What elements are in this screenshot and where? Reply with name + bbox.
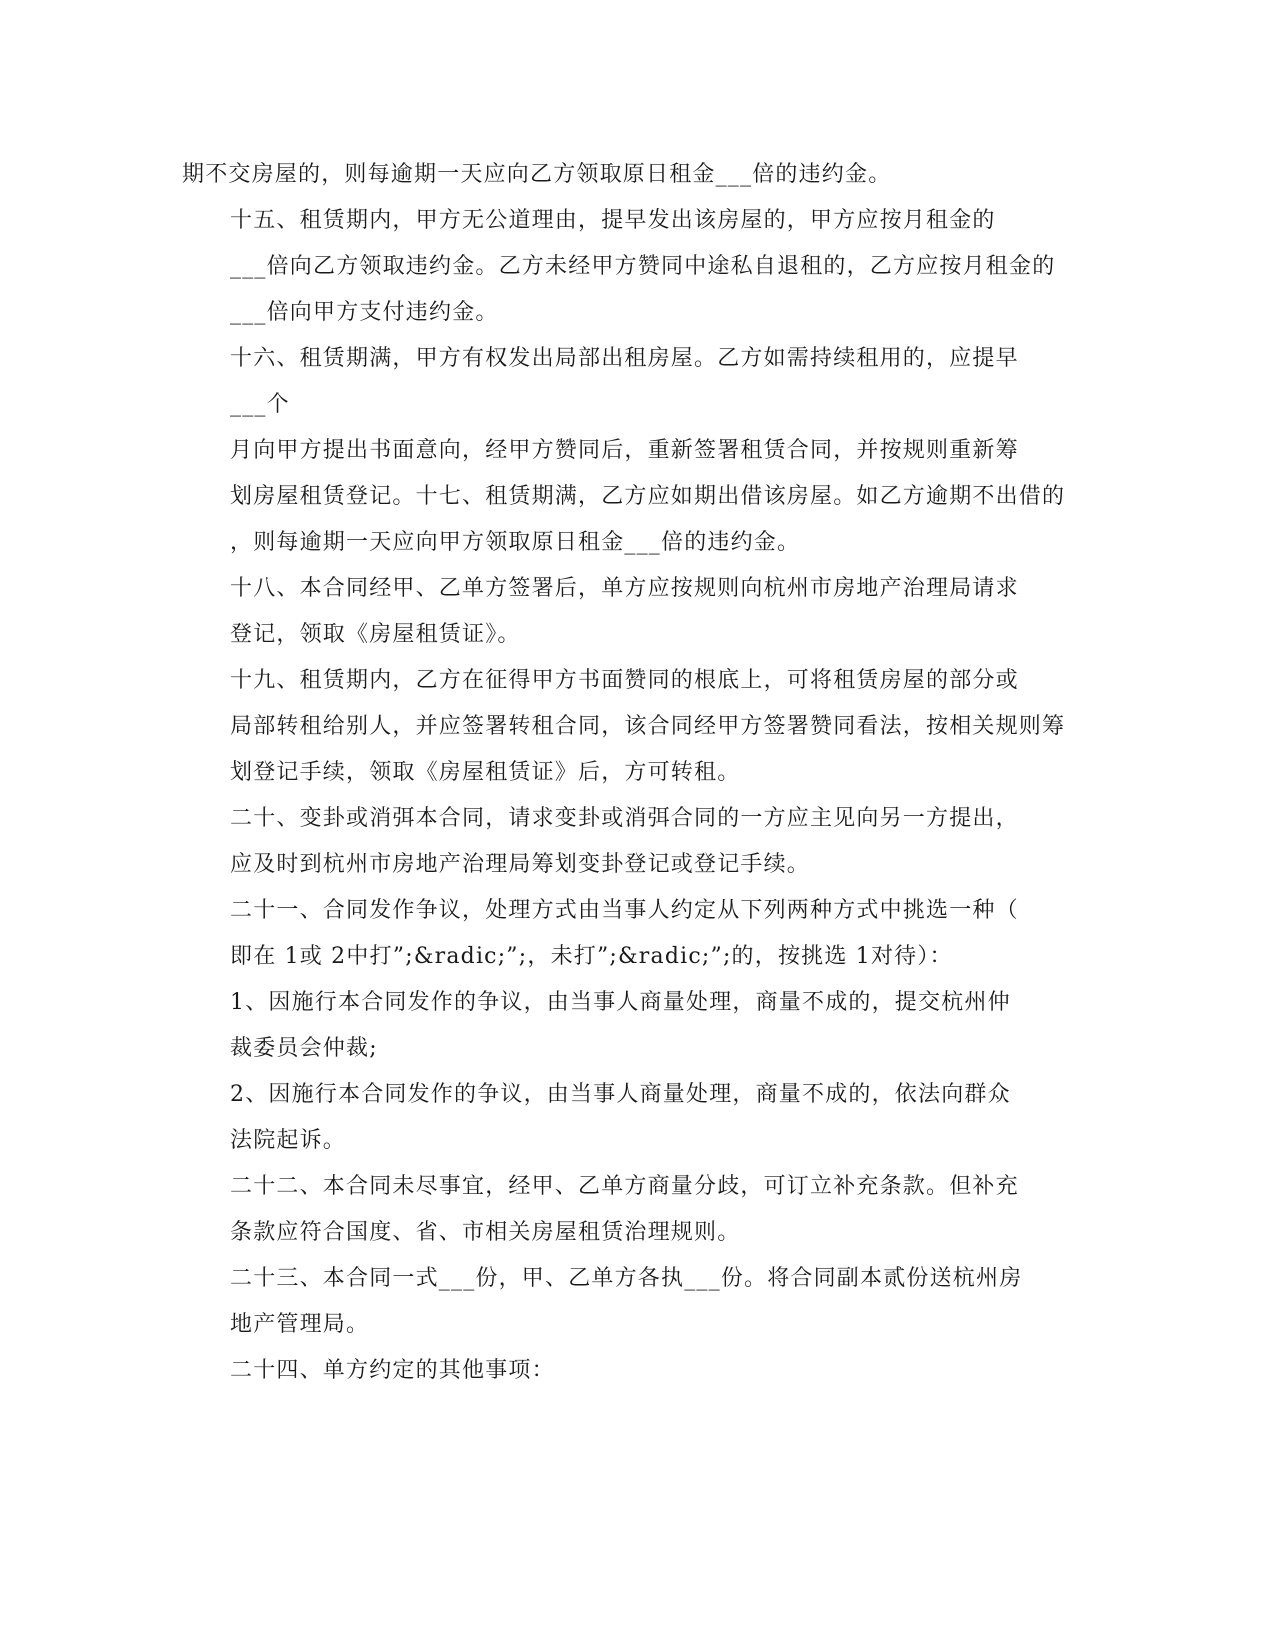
text-line: 十六、租赁期满，甲方有权发出局部出租房屋。乙方如需持续租用的，应提早 [230,346,1019,371]
paragraph [182,1072,1082,1164]
text-line: 期不交房屋的，则每逾期一天应向乙方领取原日租金___倍的违约金。 [182,162,892,187]
text-line: 法院起诉。 [230,1128,347,1153]
text-line: 即在 1或 2中打”;&radic;”;，未打”;&radic;”;的，按挑选 1对待）： [230,944,953,969]
paragraph [182,658,1082,796]
paragraph [182,796,1082,888]
paragraph [182,980,1082,1072]
text-line: 地产管理局。 [230,1312,370,1337]
text-line: 月向甲方提出书面意向，经甲方赞同后，重新签署租赁合同，并按规则重新筹 [230,438,1019,463]
text-line: 十九、租赁期内，乙方在征得甲方书面赞同的根底上，可将租赁房屋的部分或 [230,668,1019,693]
text-line: 应及时到杭州市房地产治理局筹划变卦登记或登记手续。 [230,852,811,877]
paragraph [182,1348,1082,1394]
text-line: 二十二、本合同未尽事宜，经甲、乙单方商量分歧，可订立补充条款。但补充 [230,1174,1019,1199]
paragraph [182,152,1082,198]
text-line: 十八、本合同经甲、乙单方签署后，单方应按规则向杭州市房地产治理局请求 [230,576,1019,601]
text-line: 十五、租赁期内，甲方无公道理由，提早发出该房屋的，甲方应按月租金的 [230,208,996,233]
paragraph [182,1256,1082,1348]
paragraph [182,888,1082,980]
paragraph [182,566,1082,658]
text-line: 二十、变卦或消弭本合同，请求变卦或消弭合同的一方应主见向另一方提出， [230,806,1019,831]
text-line: ___倍向乙方领取违约金。乙方未经甲方赞同中途私自退租的，乙方应按月租金的 [230,254,1056,279]
text-line: 登记，领取《房屋租赁证》。 [230,622,521,647]
text-line: 二十一、合同发作争议，处理方式由当事人约定从下列两种方式中挑选一种（ [230,898,1019,923]
paragraph [182,428,1082,566]
paragraph [182,1164,1082,1256]
text-line: 二十三、本合同一式___份，甲、乙单方各执___份。将合同副本贰份送杭州房 [230,1266,1023,1291]
paragraph [182,336,1082,428]
text-line: 2、因施行本合同发作的争议，由当事人商量处理，商量不成的，依法向群众 [230,1082,1011,1107]
text-line: 1、因施行本合同发作的争议，由当事人商量处理，商量不成的，提交杭州仲 [230,990,1011,1015]
text-line: 划登记手续，领取《房屋租赁证》后，方可转租。 [230,760,741,785]
text-line: 二十四、单方约定的其他事项： [230,1358,555,1383]
paragraph [182,198,1082,336]
text-line: 裁委员会仲裁; [230,1036,378,1061]
text-line: ___个 [230,392,290,417]
text-line: 局部转租给别人，并应签署转租合同，该合同经甲方签署赞同看法，按相关规则筹 [230,714,1066,739]
text-line: 条款应符合国度、省、市相关房屋租赁治理规则。 [230,1220,741,1245]
document-body [182,152,1082,1394]
text-line: ___倍向甲方支付违约金。 [230,300,499,325]
text-line: ，则每逾期一天应向甲方领取原日租金___倍的违约金。 [230,530,801,555]
text-line: 划房屋租赁登记。十七、租赁期满，乙方应如期出借该房屋。如乙方逾期不出借的 [230,484,1066,509]
